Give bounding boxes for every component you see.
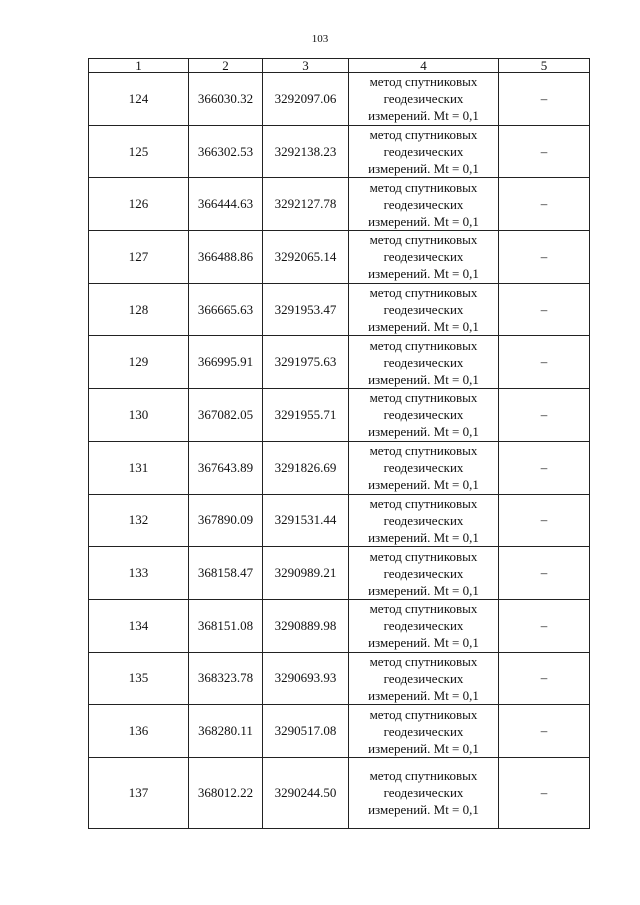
point-number-cell: 134 <box>89 599 189 652</box>
note-cell: – <box>499 494 590 547</box>
table-row <box>89 705 590 758</box>
y-coordinate-cell: 3290889.98 <box>263 599 349 652</box>
column-header-1: 1 <box>89 59 189 73</box>
table-row <box>89 547 590 600</box>
table-row <box>89 283 590 336</box>
y-coordinate-cell: 3290693.93 <box>263 652 349 705</box>
method-line: геодезических <box>383 512 464 528</box>
note-cell: – <box>499 231 590 284</box>
table-row <box>89 73 590 126</box>
table-body <box>89 73 590 829</box>
column-header-3: 3 <box>263 59 349 73</box>
x-coordinate-cell: 366488.86 <box>189 231 263 284</box>
table-row <box>89 652 590 705</box>
method-line: измерений. Mt = 0,1 <box>368 266 479 282</box>
column-header-4: 4 <box>349 59 499 73</box>
method-line: метод спутниковых <box>369 443 478 459</box>
method-line: геодезических <box>383 618 464 634</box>
y-coordinate-cell: 3291826.69 <box>263 441 349 494</box>
method-line: измерений. Mt = 0,1 <box>368 371 479 387</box>
y-coordinate-cell: 3291953.47 <box>263 283 349 336</box>
method-line: измерений. Mt = 0,1 <box>368 477 479 493</box>
method-line: метод спутниковых <box>369 548 478 564</box>
method-line: геодезических <box>383 249 464 265</box>
method-line: геодезических <box>383 670 464 686</box>
y-coordinate-cell: 3292127.78 <box>263 178 349 231</box>
note-cell: – <box>499 178 590 231</box>
y-coordinate-cell: 3290244.50 <box>263 757 349 828</box>
y-coordinate-cell: 3291531.44 <box>263 494 349 547</box>
column-header-5: 5 <box>499 59 590 73</box>
point-number-cell: 135 <box>89 652 189 705</box>
method-cell <box>349 547 499 600</box>
point-number-cell: 128 <box>89 283 189 336</box>
note-cell: – <box>499 547 590 600</box>
table-row <box>89 441 590 494</box>
method-line: измерений. Mt = 0,1 <box>368 740 479 756</box>
x-coordinate-cell: 367082.05 <box>189 389 263 442</box>
method-line: метод спутниковых <box>369 601 478 617</box>
x-coordinate-cell: 368158.47 <box>189 547 263 600</box>
note-cell: – <box>499 283 590 336</box>
method-line: измерений. Mt = 0,1 <box>368 424 479 440</box>
method-line: метод спутниковых <box>369 390 478 406</box>
method-cell <box>349 757 499 828</box>
note-cell: – <box>499 757 590 828</box>
method-line: геодезических <box>383 196 464 212</box>
x-coordinate-cell: 367643.89 <box>189 441 263 494</box>
note-cell: – <box>499 389 590 442</box>
method-line: геодезических <box>383 144 464 160</box>
note-cell: – <box>499 705 590 758</box>
point-number-cell: 137 <box>89 757 189 828</box>
method-cell <box>349 441 499 494</box>
method-line: измерений. Mt = 0,1 <box>368 687 479 703</box>
method-line: измерений. Mt = 0,1 <box>368 582 479 598</box>
method-line: геодезических <box>383 91 464 107</box>
method-line: геодезических <box>383 407 464 423</box>
point-number-cell: 130 <box>89 389 189 442</box>
method-cell <box>349 494 499 547</box>
method-line: метод спутниковых <box>369 179 478 195</box>
x-coordinate-cell: 366030.32 <box>189 73 263 126</box>
coordinates-table <box>88 58 590 829</box>
point-number-cell: 125 <box>89 125 189 178</box>
table-row <box>89 178 590 231</box>
method-cell <box>349 652 499 705</box>
y-coordinate-cell: 3292065.14 <box>263 231 349 284</box>
method-line: метод спутниковых <box>369 74 478 90</box>
method-line: метод спутниковых <box>369 495 478 511</box>
point-number-cell: 131 <box>89 441 189 494</box>
table-row <box>89 231 590 284</box>
x-coordinate-cell: 368323.78 <box>189 652 263 705</box>
point-number-cell: 126 <box>89 178 189 231</box>
method-cell <box>349 336 499 389</box>
method-line: геодезических <box>383 565 464 581</box>
y-coordinate-cell: 3290989.21 <box>263 547 349 600</box>
y-coordinate-cell: 3290517.08 <box>263 705 349 758</box>
point-number-cell: 133 <box>89 547 189 600</box>
method-cell <box>349 705 499 758</box>
x-coordinate-cell: 368280.11 <box>189 705 263 758</box>
method-line: измерений. Mt = 0,1 <box>368 108 479 124</box>
method-line: геодезических <box>383 354 464 370</box>
table-row <box>89 494 590 547</box>
method-line: геодезических <box>383 460 464 476</box>
x-coordinate-cell: 366444.63 <box>189 178 263 231</box>
x-coordinate-cell: 366665.63 <box>189 283 263 336</box>
table-row <box>89 757 590 828</box>
method-cell <box>349 125 499 178</box>
note-cell: – <box>499 125 590 178</box>
point-number-cell: 132 <box>89 494 189 547</box>
method-line: метод спутниковых <box>369 706 478 722</box>
point-number-cell: 124 <box>89 73 189 126</box>
method-line: измерений. Mt = 0,1 <box>368 319 479 335</box>
method-line: измерений. Mt = 0,1 <box>368 635 479 651</box>
point-number-cell: 127 <box>89 231 189 284</box>
method-line: геодезических <box>383 302 464 318</box>
y-coordinate-cell: 3292138.23 <box>263 125 349 178</box>
method-line: метод спутниковых <box>369 337 478 353</box>
note-cell: – <box>499 599 590 652</box>
method-line: метод спутниковых <box>369 285 478 301</box>
method-line: метод спутниковых <box>369 768 478 784</box>
x-coordinate-cell: 368012.22 <box>189 757 263 828</box>
table-row <box>89 389 590 442</box>
note-cell: – <box>499 73 590 126</box>
method-line: измерений. Mt = 0,1 <box>368 213 479 229</box>
y-coordinate-cell: 3291975.63 <box>263 336 349 389</box>
method-line: измерений. Mt = 0,1 <box>368 802 479 818</box>
method-line: геодезических <box>383 723 464 739</box>
method-line: метод спутниковых <box>369 232 478 248</box>
method-cell <box>349 73 499 126</box>
method-cell <box>349 283 499 336</box>
page-number: 103 <box>311 33 329 45</box>
x-coordinate-cell: 367890.09 <box>189 494 263 547</box>
table-header <box>89 59 590 73</box>
y-coordinate-cell: 3292097.06 <box>263 73 349 126</box>
method-line: метод спутниковых <box>369 653 478 669</box>
method-line: геодезических <box>383 785 464 801</box>
method-line: метод спутниковых <box>369 127 478 143</box>
method-cell <box>349 599 499 652</box>
column-header-2: 2 <box>189 59 263 73</box>
method-line: измерений. Mt = 0,1 <box>368 161 479 177</box>
method-cell <box>349 231 499 284</box>
method-cell <box>349 178 499 231</box>
method-cell <box>349 389 499 442</box>
y-coordinate-cell: 3291955.71 <box>263 389 349 442</box>
table-row <box>89 336 590 389</box>
note-cell: – <box>499 441 590 494</box>
table-row <box>89 599 590 652</box>
table-row <box>89 125 590 178</box>
point-number-cell: 136 <box>89 705 189 758</box>
point-number-cell: 129 <box>89 336 189 389</box>
x-coordinate-cell: 368151.08 <box>189 599 263 652</box>
note-cell: – <box>499 652 590 705</box>
note-cell: – <box>499 336 590 389</box>
x-coordinate-cell: 366302.53 <box>189 125 263 178</box>
method-line: измерений. Mt = 0,1 <box>368 529 479 545</box>
x-coordinate-cell: 366995.91 <box>189 336 263 389</box>
